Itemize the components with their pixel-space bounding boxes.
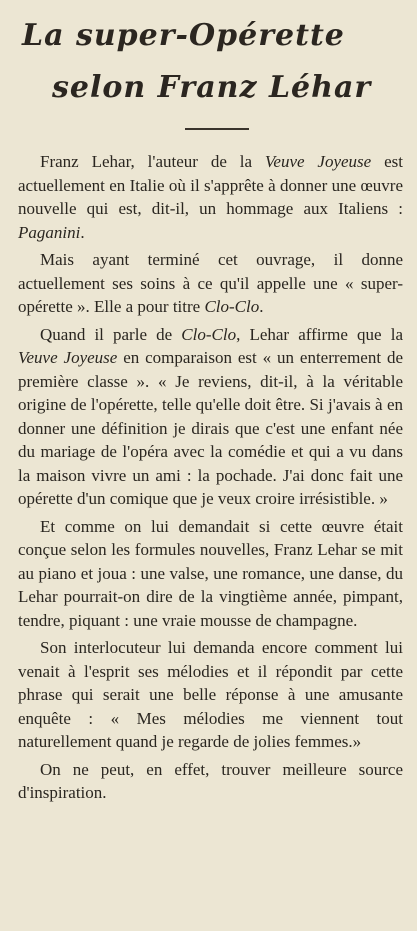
paragraph-text: . (80, 222, 85, 242)
headline-line-2: selon Franz Léhar (52, 70, 372, 105)
article-paragraph (18, 323, 403, 511)
paragraph-text: en comparaison est « un enterrement de première classe ». « Je reviens, dit-il, à la véritable origine de l'opérette, telle qu'elle doit être. Si j'avais à en donner une définition je dirais que c'est une enfant née du mariage de l'opéra avec la comédie et qui a vu dans la maison vivre un ami : la pochade. J'ai donc fait une opérette d'un comique que je veux croire irrésistible. » (18, 348, 404, 508)
paragraph-text: Quand il parle de (40, 324, 182, 344)
italic-title-text: Veuve Joyeuse (18, 348, 118, 367)
paragraph-text: Et comme on lui demandait si cette œuvre était conçue selon les formules nouvelles, Franz Lehar se mit au piano et joua : une valse, une romance, une danse, du Lehar pourrait-on dire de la vingtième année, pimpant, tendre, piquant : une vraie mousse de champagne. (18, 516, 403, 630)
paragraph-text: Mais ayant terminé cet ouvrage, il donne actuellement ses soins à ce qu'il appelle une « super-opérette ». Elle a pour titre (18, 250, 403, 316)
paragraph-text: , Lehar affirme que la (236, 324, 403, 344)
paragraph-text: Franz Lehar, l'auteur de la (40, 152, 265, 171)
paragraph-text: est actuellement en Italie où il s'apprête à donner une œuvre nouvelle qui est, dit-il, un hommage aux Italiens : (18, 152, 404, 218)
article-paragraph (18, 758, 403, 805)
article-paragraph (18, 150, 403, 244)
italic-title-text: Veuve Joyeuse (264, 152, 372, 171)
italic-title-text: Paganini (18, 222, 81, 242)
paragraph-text: . (259, 297, 264, 316)
article-paragraph (18, 248, 403, 319)
paragraph-text: On ne peut, en effet, trouver meilleure source d'inspiration. (18, 759, 403, 802)
paragraph-text: Son interlocuteur lui demanda encore comment lui venait à l'esprit ses mélodies et il répondit par cette phrase qui serait une belle réponse à une amusante enquête : « Mes mélodies me viennent tout naturellement quand je regarde de jolies femmes.» (18, 638, 403, 751)
headline (18, 10, 403, 114)
article-paragraph (18, 636, 403, 754)
italic-title-text: Clo-Clo (181, 324, 237, 344)
article-paragraph (18, 515, 403, 633)
headline-line-1: La super-Opérette (22, 18, 345, 53)
article-body (18, 150, 403, 805)
italic-title-text: Clo-Clo (204, 297, 260, 316)
headline-divider (185, 128, 249, 130)
